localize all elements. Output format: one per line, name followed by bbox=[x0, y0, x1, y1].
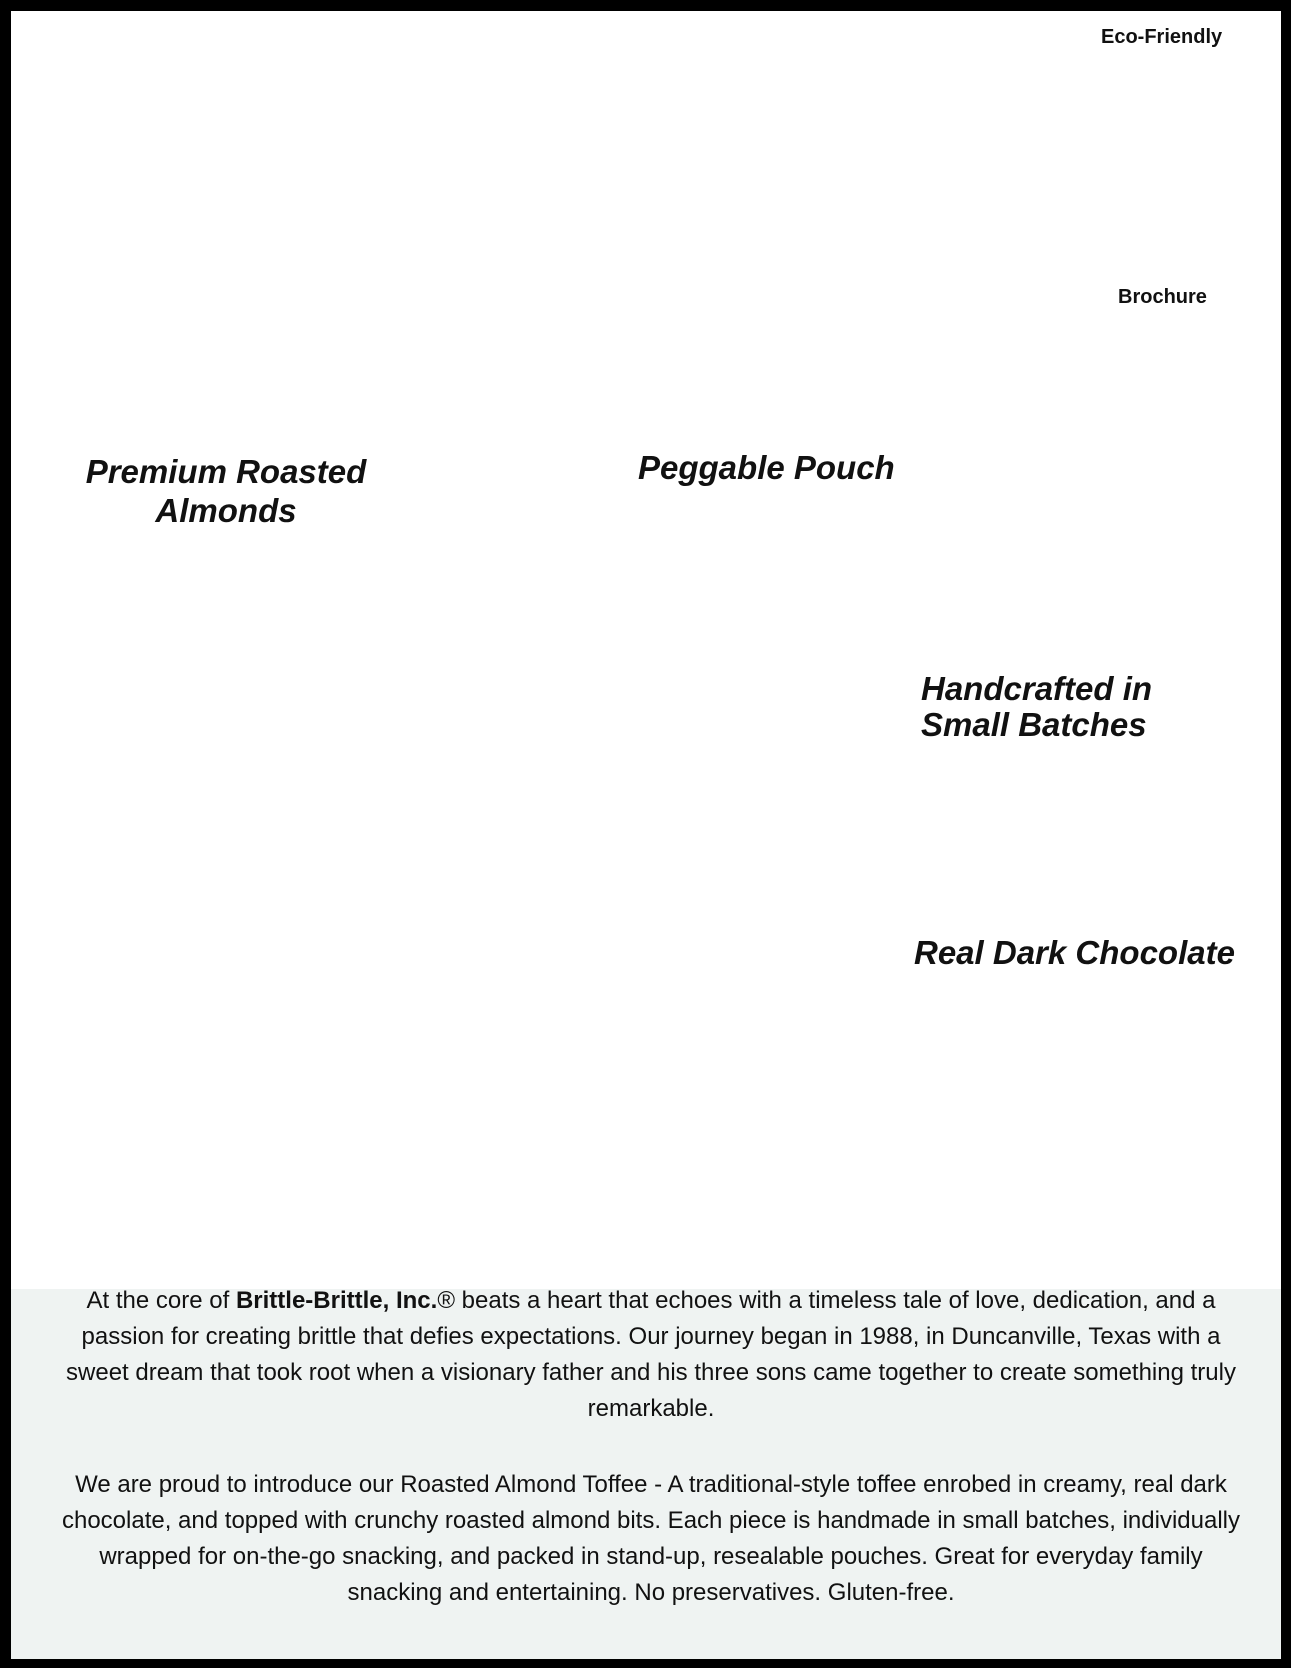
brand-name: Brittle-Brittle, Inc. bbox=[235, 1287, 438, 1314]
callout-peggable-pouch: Peggable Pouch bbox=[638, 449, 895, 486]
brochure-label: Brochure bbox=[1118, 286, 1207, 308]
callout-premium-roasted-almonds: Premium Roasted Almonds bbox=[85, 453, 367, 529]
callout-handcrafted-small-batches: Handcrafted in Small Batches bbox=[921, 670, 1153, 743]
story-body-text: ® beats a heart that echoes with a timeless tale of love, dedication, and a passion for creating brittle that defies expectations. Our journey began in 1988, in Duncanville, Texas with a sweet dream that took root when a visionary father and his three sons came together to create something truly remarkable. bbox=[66, 1287, 1236, 1422]
story-intro-text: At the core of bbox=[86, 1287, 236, 1314]
product-description-paragraph: We are proud to introduce our Roasted Almond Toffee - A traditional-style toffee enrobed in creamy, real dark chocolate, and topped with crunchy roasted almond bits. Each piece is handmade in small batches, individually wrapped for on-the-go snacking, and packed in stand-up, resealable pouches. Great for everyday family snacking and entertaining. No preservatives. Gluten-free. bbox=[61, 1471, 1240, 1606]
callout-real-dark-chocolate: Real Dark Chocolate bbox=[914, 934, 1235, 971]
eco-friendly-label: Eco-Friendly bbox=[1101, 26, 1223, 48]
company-story-paragraph bbox=[61, 1283, 1241, 1427]
